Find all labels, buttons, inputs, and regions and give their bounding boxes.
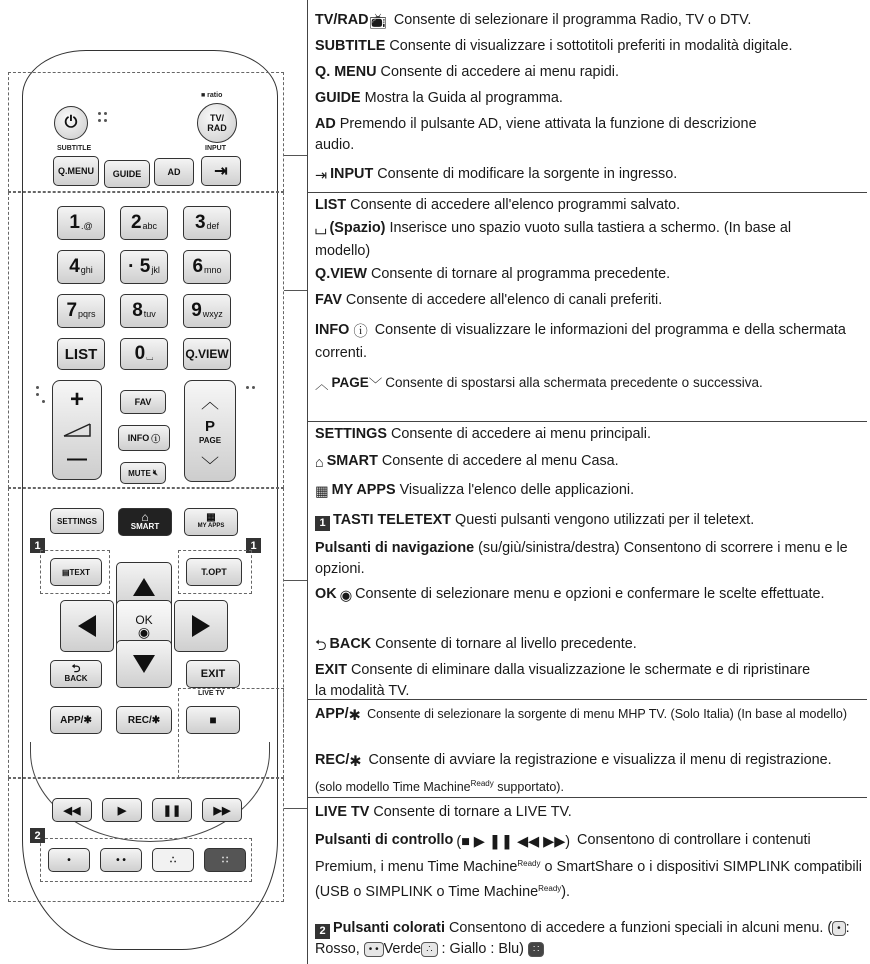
topt-button[interactable]: T.OPT <box>186 558 242 586</box>
leader-line-2 <box>284 290 307 291</box>
input-small-label: INPUT <box>205 145 226 152</box>
page-down-icon: ﹀ <box>201 456 219 476</box>
left-arrow-icon <box>76 613 98 639</box>
entry-qmenu: Q. MENU Consente di accedere ai menu rapidi. <box>315 64 619 80</box>
pause-button[interactable] <box>152 798 192 822</box>
control-icons: (■ ▶ ❚❚ ◀◀ ▶▶) <box>456 834 571 850</box>
color-marker: 2 <box>30 828 45 843</box>
info-icon: ⓘ <box>151 433 161 444</box>
ratio-small-label: ■ ratio <box>201 92 223 99</box>
green-pill-icon: • • <box>364 942 384 957</box>
key-5[interactable]: · 5 jkl <box>120 250 168 284</box>
key-4[interactable]: 4 ghi <box>57 250 105 284</box>
entry-space: ⌴ (Spazio) Inserisce uno spazio vuoto sulla tastiera a schermo. (In base al modello) <box>315 220 792 259</box>
page-label: PAGE <box>198 436 222 445</box>
back-icon: ⮌ <box>315 638 327 654</box>
entry-exit: EXIT Consente di eliminare dalla visualizzazione le schermate e di ripristinare la modalità TV. <box>315 662 811 699</box>
myapps-button[interactable]: ▦ MY APPS <box>184 508 238 536</box>
power-button[interactable]: ⏻ <box>54 106 88 140</box>
rec-button[interactable]: REC/ ✱ <box>116 706 172 734</box>
tvrad-button[interactable]: TV/ RAD <box>197 103 237 143</box>
apps-grid-icon: ▦ <box>315 484 329 500</box>
info-button[interactable]: INFO ⓘ <box>118 425 170 451</box>
page-up-icon: ︿ <box>315 377 329 392</box>
red-button[interactable]: • <box>48 848 90 872</box>
pause-icon: ❚❚ <box>162 804 182 817</box>
volume-minus-label: — <box>67 448 87 470</box>
entry-rec: REC/✱ Consente di avviare la registrazione e visualizza il menu di registrazione. (solo modello Time Machine$^{Ready}$ supportato). <box>315 752 832 794</box>
ok-button[interactable]: OK ◉ <box>116 600 172 652</box>
rewind-button[interactable] <box>52 798 92 822</box>
leader-line-3 <box>284 580 307 581</box>
green-button[interactable]: • • <box>100 848 142 872</box>
blue-button[interactable]: ∷ <box>204 848 246 872</box>
entry-livetv: LIVE TV Consente di tornare a LIVE TV. <box>315 804 572 820</box>
ok-icon: ◉ <box>137 624 151 640</box>
down-arrow-icon <box>131 653 157 675</box>
entry-subtitle: SUBTITLE Consente di visualizzare i sottotitoli preferiti in modalità digitale. <box>315 38 793 54</box>
home-icon: ⌂ <box>141 510 149 524</box>
smart-button[interactable]: ⌂ SMART <box>118 508 172 536</box>
space-icon: ⌴ <box>315 222 327 238</box>
key-3[interactable]: 3 def <box>183 206 231 240</box>
rec-star-icon: ✱ <box>349 754 362 770</box>
app-star-icon: ✱ <box>83 714 92 726</box>
teletext-marker-right: 1 <box>246 538 261 553</box>
teletext-badge: 1 <box>315 516 330 531</box>
entry-ad: AD Premendo il pulsante AD, viene attivata la funzione di descrizione audio. <box>315 116 757 153</box>
livetv-button[interactable] <box>186 706 240 734</box>
app-star-icon: ✱ <box>348 708 361 724</box>
rec-star-icon: ✱ <box>151 714 161 726</box>
entry-control: Pulsanti di controllo (■ ▶ ❚❚ ◀◀ ▶▶) Consentono di controllare i contenuti Premium, i menu Time Machine$^{Ready}$ o SmartShare o i dispositivi SIMPLINK compatibili (USB o SIMPLINK o Time Machine$^{Ready}$). <box>315 832 862 900</box>
back-button[interactable]: ⮌ BACK <box>50 660 102 688</box>
list-button[interactable]: LIST <box>57 338 105 370</box>
volume-plus-label: + <box>69 386 84 413</box>
rewind-icon: ◀◀ <box>63 804 81 817</box>
leader-line-4 <box>284 808 307 809</box>
input-button[interactable] <box>201 156 241 186</box>
yellow-pill-icon: ∴ <box>421 942 437 957</box>
entry-info: INFO ⓘ Consente di visualizzare le informazioni del programma e della schermata correnti. <box>315 322 846 361</box>
nav-down-button[interactable] <box>116 640 172 688</box>
leader-line-1 <box>284 155 307 156</box>
entry-settings: SETTINGS Consente di accedere ai menu principali. <box>315 426 651 442</box>
apps-grid-icon: ▦ <box>206 512 216 523</box>
app-button[interactable]: APP/ ✱ <box>50 706 102 734</box>
back-icon: ⮌ <box>71 663 81 675</box>
key-1[interactable]: 1 .@ <box>57 206 105 240</box>
play-button[interactable] <box>102 798 142 822</box>
guide-button[interactable]: GUIDE <box>104 160 150 188</box>
key-0[interactable]: 0 ⌴ <box>120 338 168 370</box>
entry-tvrad: TV/RAD📺︎ Consente di selezionare il programma Radio, TV o DTV. <box>315 10 865 33</box>
entry-color: 2 Pulsanti colorati Consentono di accedere a funzioni speciali in alcuni menu. ( • : Rosso, • • Verde ∴ : Giallo : Blu) ∷ <box>315 920 850 957</box>
info-icon: ⓘ <box>353 324 368 340</box>
entry-input: ⇥ INPUT Consente di modificare la sorgente in ingresso. <box>315 164 865 187</box>
subtitle-small-label: SUBTITLE <box>57 145 92 152</box>
entry-ok: OK ◉ Consente di selezionare menu e opzioni e confermare le scelte effettuate. <box>315 584 835 607</box>
key-8[interactable]: 8 tuv <box>120 294 168 328</box>
volume-icon <box>62 422 92 438</box>
input-icon: ⇥ <box>214 163 228 180</box>
fav-button[interactable]: FAV <box>120 390 166 414</box>
entry-qview: Q.VIEW Consente di tornare al programma precedente. <box>315 266 671 282</box>
blue-pill-icon: ∷ <box>528 942 544 957</box>
description-panel <box>307 0 867 964</box>
input-icon: ⇥ <box>315 168 328 184</box>
teletext-marker-left: 1 <box>30 538 45 553</box>
livetv-small-label: LIVE TV <box>198 690 225 697</box>
fastforward-button[interactable] <box>202 798 242 822</box>
qmenu-button[interactable]: Q.MENU <box>53 156 99 186</box>
red-pill-icon: • <box>832 921 846 936</box>
remote-control-illustration <box>0 0 300 964</box>
entry-list: LIST Consente di accedere all'elenco programmi salvato. <box>315 197 681 213</box>
key-2[interactable]: 2 abc <box>120 206 168 240</box>
entry-myapps: ▦ MY APPS Visualizza l'elenco delle applicazioni. <box>315 480 865 503</box>
text-icon: ▤ <box>61 567 70 577</box>
exit-button[interactable]: EXIT <box>186 660 240 688</box>
right-arrow-icon <box>190 613 212 639</box>
stop-icon: ■ <box>209 713 217 727</box>
mute-icon: 🔇︎ <box>152 468 158 477</box>
text-button[interactable]: ▤ TEXT <box>50 558 102 586</box>
entry-navigation: Pulsanti di navigazione (su/giù/sinistra/destra) Consentono di scorrere i menu e le opzioni. <box>315 540 848 577</box>
up-arrow-icon <box>131 576 157 598</box>
page-up-icon: ︿ <box>201 392 219 412</box>
yellow-button[interactable]: ∴ <box>152 848 194 872</box>
entry-guide: GUIDE Mostra la Guida al programma. <box>315 90 563 106</box>
ok-icon: ◉ <box>339 588 353 604</box>
entry-back: ⮌ BACK Consente di tornare al livello precedente. <box>315 634 865 657</box>
key-6[interactable]: 6 mno <box>183 250 231 284</box>
color-badge: 2 <box>315 924 330 939</box>
settings-button[interactable]: SETTINGS <box>50 508 104 534</box>
entry-smart: ⌂ SMART Consente di accedere al menu Casa. <box>315 451 865 474</box>
qview-button[interactable]: Q.VIEW <box>183 338 231 370</box>
section-app-rec <box>307 700 867 798</box>
fastforward-icon: ▶▶ <box>213 804 231 817</box>
tvrad-icon: 📺︎ <box>368 14 387 30</box>
nav-right-button[interactable] <box>174 600 228 652</box>
p-label: P <box>204 418 215 435</box>
mute-button[interactable]: MUTE 🔇︎ <box>120 462 166 484</box>
entry-page: ︿ PAGE﹀ Consente di spostarsi alla schermata precedente o successiva. <box>315 372 795 395</box>
nav-left-button[interactable] <box>60 600 114 652</box>
entry-teletext: 1 TASTI TELETEXT Questi pulsanti vengono utilizzati per il teletext. <box>315 510 865 531</box>
entry-fav: FAV Consente di accedere all'elenco di canali preferiti. <box>315 292 663 308</box>
home-icon: ⌂ <box>315 455 324 471</box>
key-9[interactable]: 9 wxyz <box>183 294 231 328</box>
page-down-icon: ﹀ <box>368 377 383 392</box>
ad-button[interactable]: AD <box>154 158 194 186</box>
play-icon: ▶ <box>117 804 127 817</box>
key-7[interactable]: 7 pqrs <box>57 294 105 328</box>
entry-app: APP/✱ Consente di selezionare la sorgente di menu MHP TV. (Solo Italia) (In base al modello) <box>315 704 865 727</box>
